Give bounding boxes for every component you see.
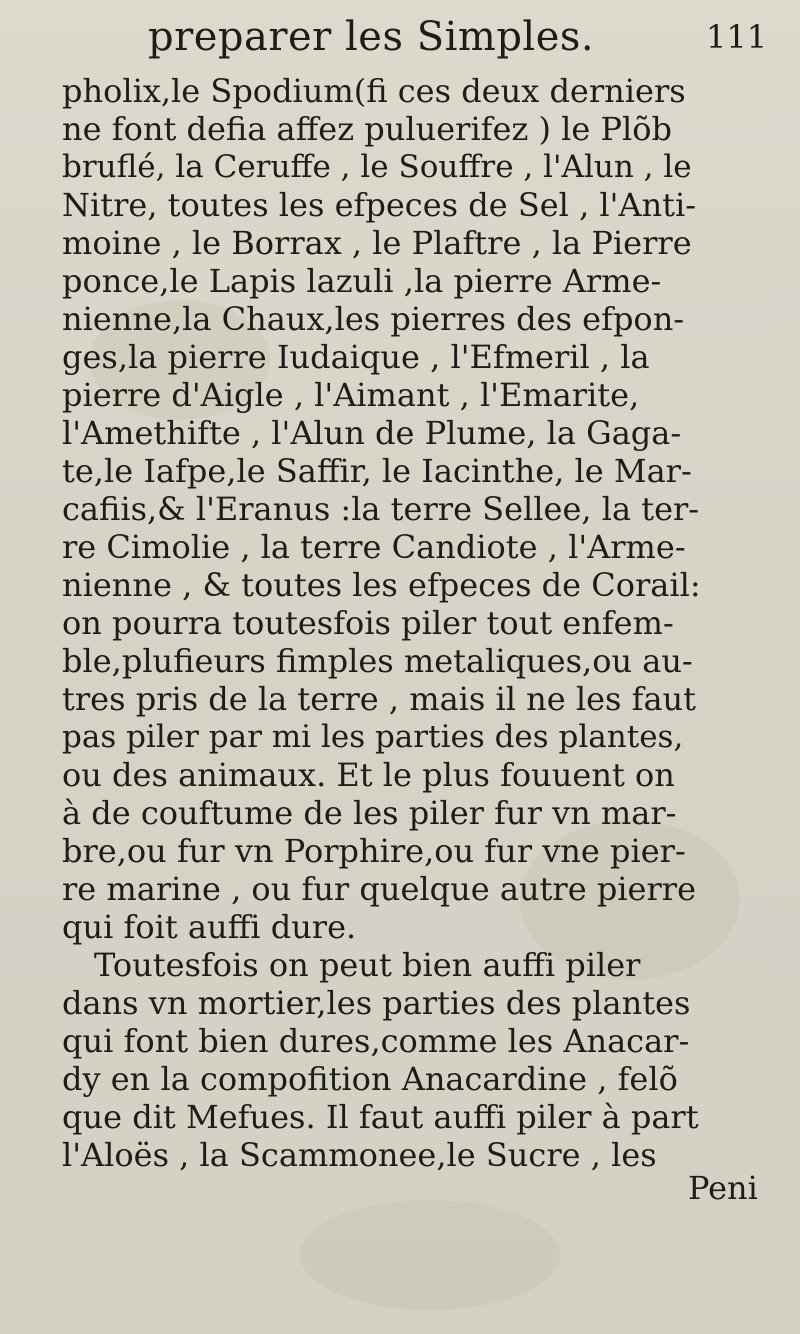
text-line: on pourra toutesfois piler tout enfem- <box>62 604 674 642</box>
catchword: Peni <box>688 1169 758 1207</box>
text-line: l'Amethifte , l'Alun de Plume, la Gaga- <box>62 414 682 452</box>
text-line: re marine , ou fur quelque autre pierre <box>62 870 696 908</box>
page-number: 111 <box>706 18 768 56</box>
text-line: dans vn mortier,les parties des plantes <box>62 984 691 1022</box>
text-line: tres pris de la terre , mais il ne les faut <box>62 680 696 718</box>
text-line: ponce,le Lapis lazuli ,la pierre Arme- <box>62 262 662 300</box>
paper-stain <box>300 1200 560 1310</box>
page-header <box>0 14 800 66</box>
text-line: ou des animaux. Et le plus fouuent on <box>62 756 675 794</box>
text-line: ble,plufieurs fimples metaliques,ou au- <box>62 642 693 680</box>
text-line: moine , le Borrax , le Plaftre , la Pierre <box>62 224 692 262</box>
text-line: re Cimolie , la terre Candiote , l'Arme- <box>62 528 686 566</box>
text-line: ne font defia affez puluerifez ) le Plõb <box>62 110 672 148</box>
text-line: que dit Mefues. Il faut auffi piler à part <box>62 1098 699 1136</box>
text-line: nienne , & toutes les efpeces de Corail: <box>62 566 701 604</box>
text-line: dy en la compofition Anacardine , felõ <box>62 1060 678 1098</box>
text-line: qui foit auffi dure. <box>62 908 357 946</box>
text-line: Nitre, toutes les efpeces de Sel , l'Anti- <box>62 186 697 224</box>
text-line: qui font bien dures,comme les Anacar- <box>62 1022 690 1060</box>
text-line-indented: Toutesfois on peut bien auffi piler <box>94 946 641 984</box>
text-line: bruflé, la Ceruffe , le Souffre , l'Alun , le <box>62 149 692 185</box>
text-line: ges,la pierre Iudaique , l'Efmeril , la <box>62 338 650 376</box>
text-line: bre,ou fur vn Porphire,ou fur vne pier- <box>62 832 686 870</box>
text-line: l'Aloës , la Scammonee,le Sucre , les <box>62 1136 657 1174</box>
text-line: pas piler par mi les parties des plantes, <box>62 719 684 755</box>
text-line: nienne,la Chaux,les pierres des efpon- <box>62 300 685 338</box>
text-line: pholix,le Spodium(fi ces deux derniers <box>62 72 686 110</box>
text-line: à de couftume de les piler fur vn mar- <box>62 794 677 832</box>
text-line: cafiis,& l'Eranus :la terre Sellee, la ter- <box>62 490 700 528</box>
running-head: preparer les Simples. <box>148 14 595 60</box>
text-line: pierre d'Aigle , l'Aimant , l'Emarite, <box>62 376 640 414</box>
text-line: te,le Iafpe,le Saffir, le Iacinthe, le Mar- <box>62 452 692 490</box>
